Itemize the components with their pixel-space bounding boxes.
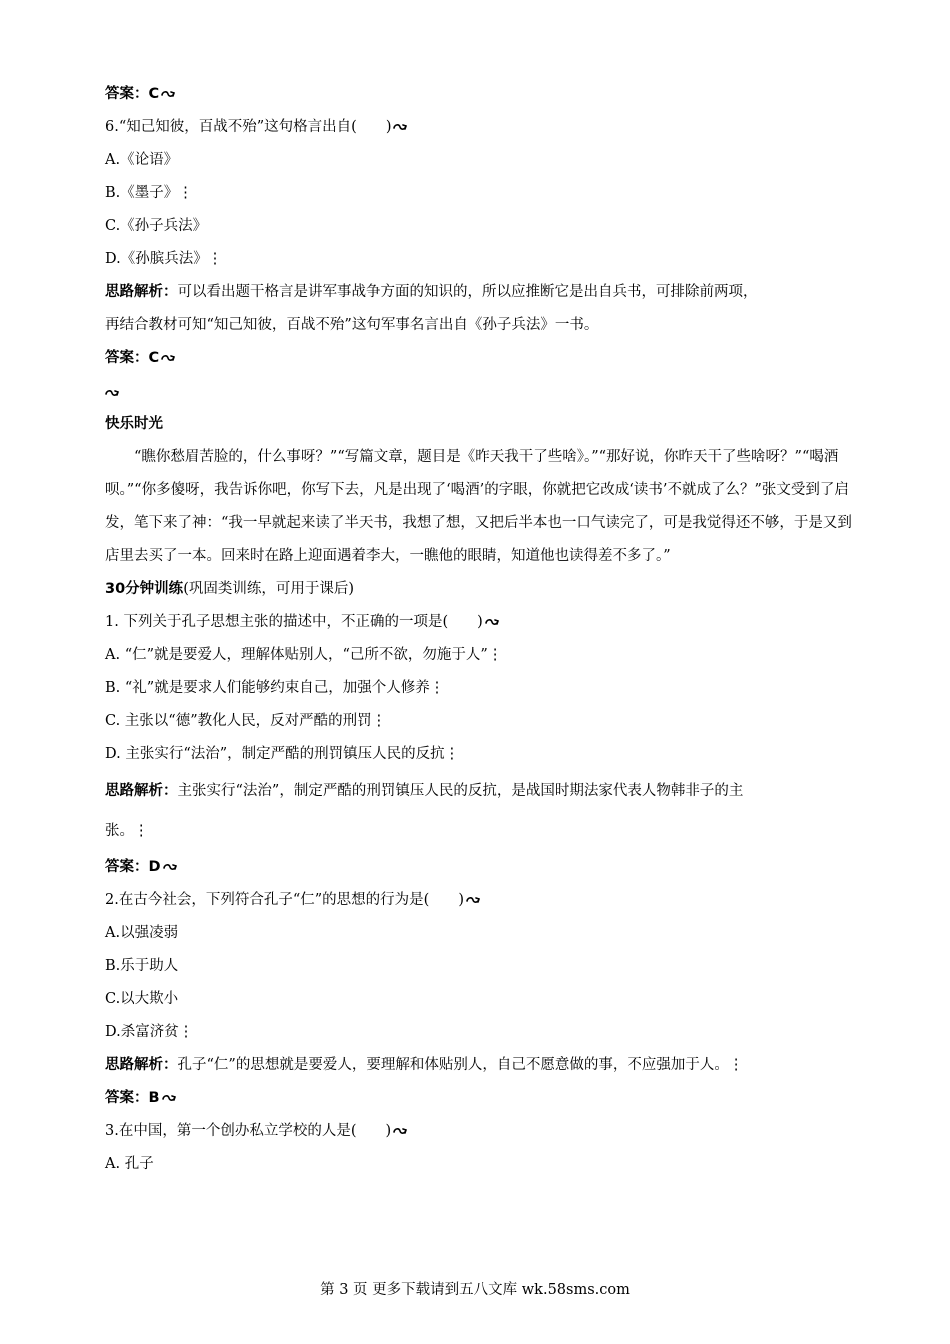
answer-line: 答案：C [105,342,865,375]
section-title: 快乐时光 [105,416,163,432]
paragraph-mark-icon [105,388,120,398]
option-a: A. 孔子 [105,1156,154,1172]
analysis-line: 思路解析：可以看出题干格言是讲军事战争方面的知识的，所以应推断它是出自兵书，可排除前两项， [105,284,758,300]
analysis-label: 思路解析： [105,783,178,799]
option-a: A.《论语》 [105,152,179,168]
answer-line: 答案：B [105,1082,865,1115]
analysis-line: 思路解析：孔子“仁”的思想就是要爱人，要理解和体贴别人，自己不愿意做的事，不应强加于人。⋮ [105,1057,744,1073]
paragraph-mark-icon [466,895,481,905]
story-paragraph: “瞧你愁眉苦脸的，什么事呀？”“写篇文章，题目是《昨天我干了些啥》。”“那好说，你昨天干了些啥呀？”“喝酒呗。”“你多傻呀，我告诉你吧，你写下去，凡是出现了‘喝酒’的字眼，你就把它改成‘读书’不就成了么？”张文受到了启发，笔下来了神：“我一早就起来读了半天书，我想了想，又把后半本也一口气读完了，可是我觉得还不够，于是又到店里去买了一本。回来时在路上迎面遇着李大，一瞧他的眼睛，知道他也读得差不多了。” [105,449,852,564]
option-a: A. “仁”就是要爱人，理解体贴别人，“己所不欲，勿施于人”⋮ [105,647,503,663]
question-6: 6.“知己知彼，百战不殆”这句格言出自( ) [105,111,865,144]
option-b: B.乐于助人 [105,958,179,974]
paragraph-mark-icon [393,1126,408,1136]
question-2: 2.在古今社会，下列符合孔子“仁”的思想的行为是( ) [105,884,865,917]
answer-line: 答案：C [105,78,865,111]
analysis-line: 思路解析：主张实行“法治”，制定严酷的刑罚镇压人民的反抗，是战国时期法家代表人物韩非子的主 [105,783,744,799]
option-c: C.《孙子兵法》 [105,218,208,234]
option-d: D.杀富济贫⋮ [105,1024,194,1040]
section-title: 30分钟训练(巩固类训练，可用于课后) [105,581,355,597]
empty-line [105,375,865,408]
option-c: C.以大欺小 [105,991,179,1007]
option-d: D. 主张实行“法治”，制定严酷的刑罚镇压人民的反抗⋮ [105,746,460,762]
option-b: B.《墨子》⋮ [105,185,193,201]
option-d: D.《孙膑兵法》⋮ [105,251,223,267]
question-1: 1. 下列关于孔子思想主张的描述中，不正确的一项是( ) [105,606,865,639]
paragraph-mark-icon [163,862,178,872]
option-a: A.以强凌弱 [105,925,179,941]
paragraph-mark-icon [393,122,408,132]
analysis-label: 思路解析： [105,284,178,300]
analysis-line: 张。⋮ [105,823,149,839]
analysis-line: 再结合教材可知“知己知彼，百战不殆”这句军事名言出自《孙子兵法》一书。 [105,317,599,333]
paragraph-mark-icon [162,1093,177,1103]
option-c: C. 主张以“德”教化人民，反对严酷的刑罚⋮ [105,713,387,729]
page-footer: 第 3 页 更多下载请到五八文库 wk.58sms.com [320,1282,630,1298]
paragraph-mark-icon [161,89,176,99]
document-page [105,78,865,1181]
paragraph-mark-icon [161,353,176,363]
option-b: B. “礼”就是要求人们能够约束自己，加强个人修养⋮ [105,680,445,696]
paragraph-mark-icon [485,617,500,627]
question-3: 3.在中国，第一个创办私立学校的人是( ) [105,1115,865,1148]
answer-line: 答案：D [105,851,865,884]
analysis-label: 思路解析： [105,1057,178,1073]
